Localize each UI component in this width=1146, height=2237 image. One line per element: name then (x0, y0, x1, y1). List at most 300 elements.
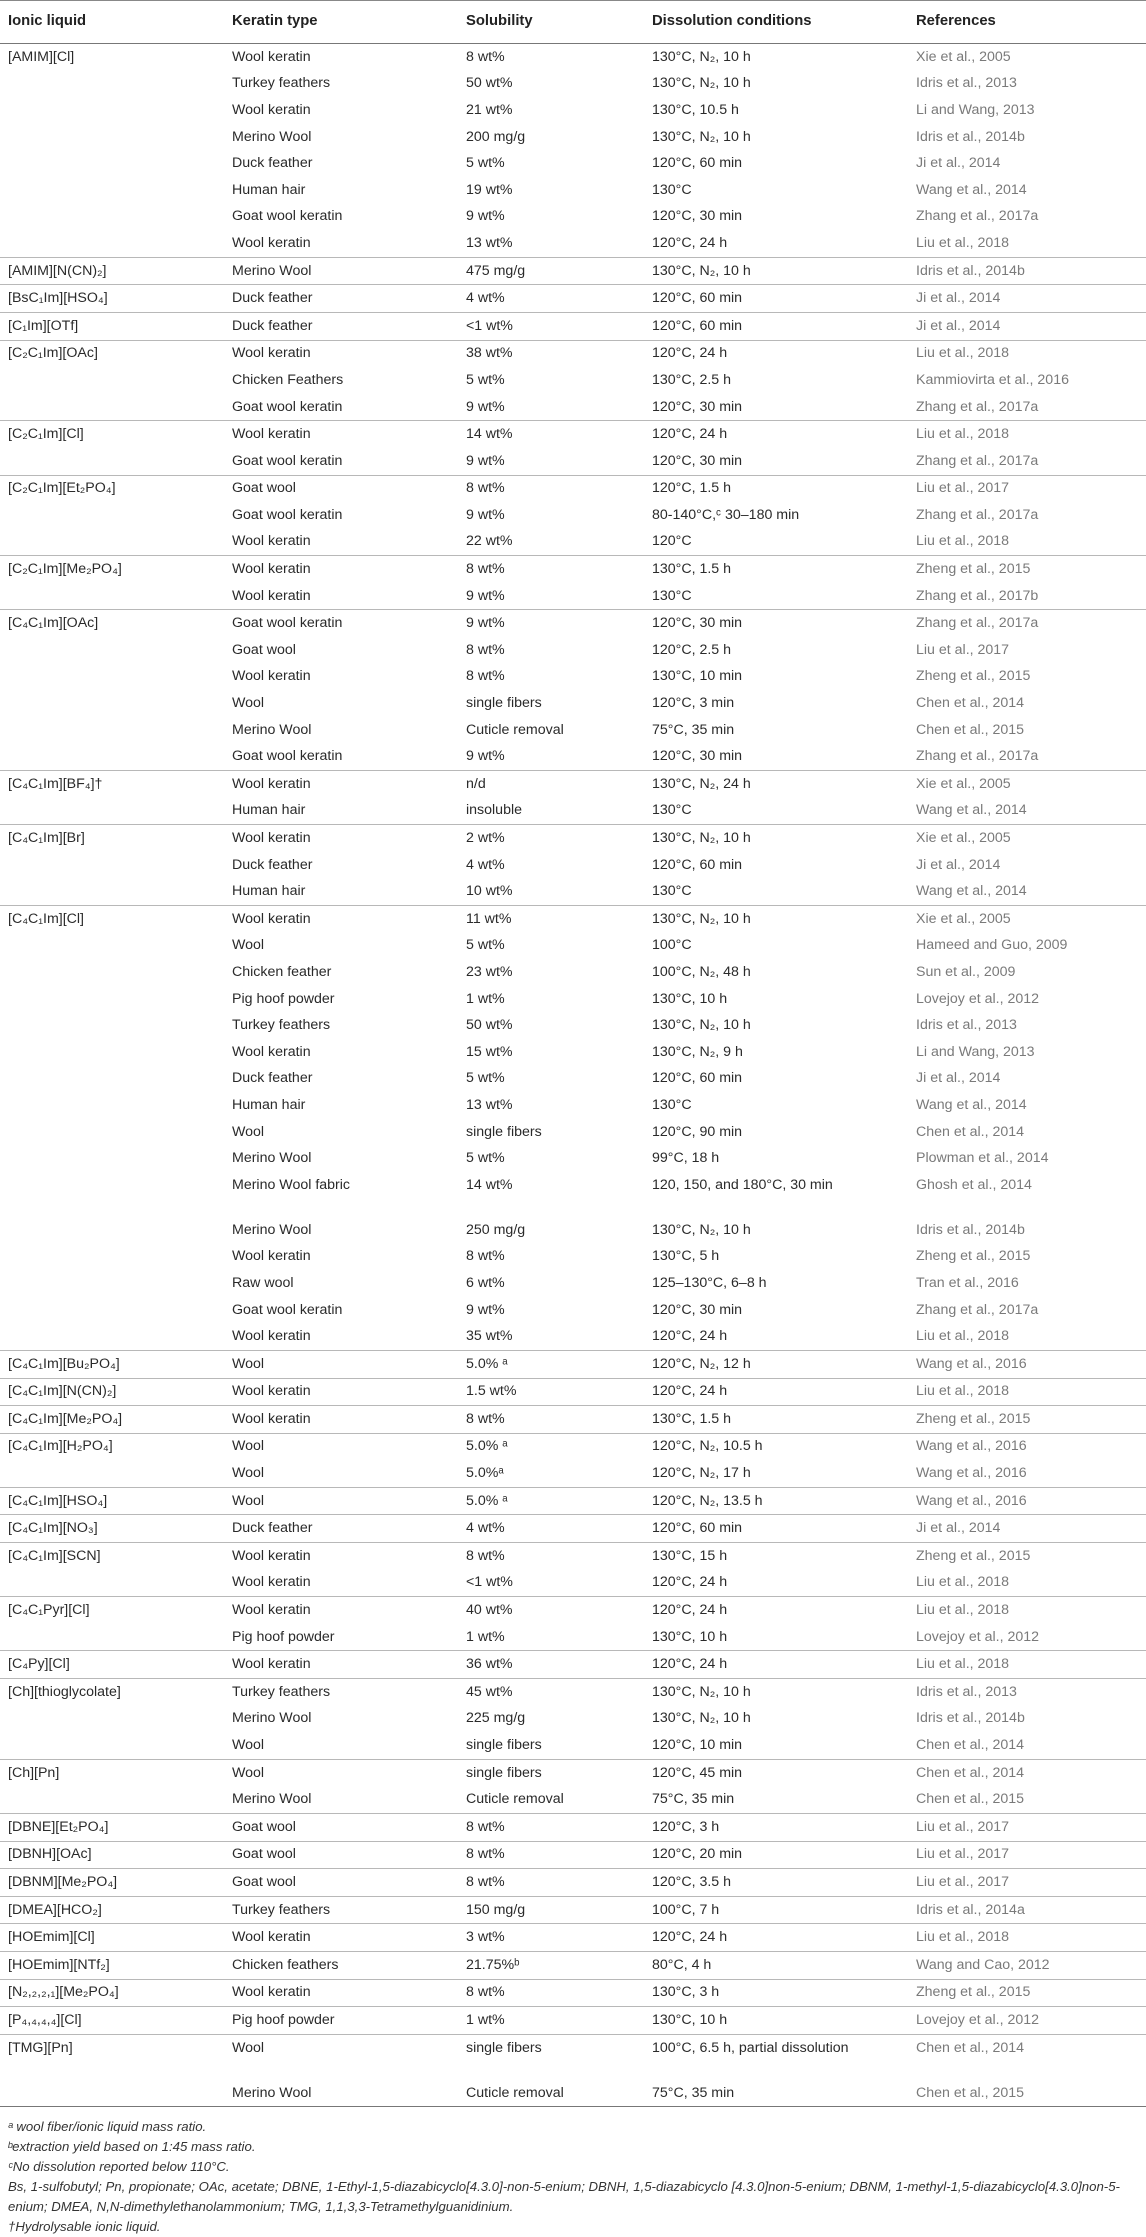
keratin-type-cell: Goat wool (232, 1841, 466, 1869)
reference-cell[interactable]: Idris et al., 2013 (916, 1679, 1146, 1706)
table-row (0, 1841, 1146, 1869)
reference-cell[interactable]: Li and Wang, 2013 (916, 101, 1035, 118)
table-row (0, 1350, 1146, 1378)
ionic-liquid-cell (0, 986, 232, 1013)
keratin-type-cell: Merino Wool fabric (232, 1176, 351, 1193)
solubility-cell: 13 wt% (466, 234, 513, 251)
conditions-cell: 120, 150, and 180°C, 30 min (652, 1176, 833, 1193)
reference-cell[interactable]: Liu et al., 2018 (916, 1597, 1146, 1624)
solubility-cell: 8 wt% (466, 1406, 652, 1434)
reference-cell[interactable]: Liu et al., 2017 (916, 641, 1010, 658)
table-row (0, 1624, 1146, 1651)
table-row (0, 2080, 1146, 2107)
reference-cell[interactable]: Liu et al., 2018 (916, 533, 1010, 550)
solubility-cell: 200 mg/g (466, 128, 526, 145)
keratin-type-cell: Wool keratin (232, 1043, 311, 1060)
solubility-cell: single fibers (466, 695, 542, 712)
ionic-liquid-cell (0, 1460, 232, 1487)
solubility-cell: 9 wt% (466, 1301, 505, 1318)
table-row (0, 771, 1146, 798)
conditions-cell: 130°C, 15 h (652, 1543, 916, 1570)
ionic-liquid-cell: [BsC₁Im][HSO₄] (0, 285, 232, 313)
conditions-cell: 120°C, 30 min (652, 208, 743, 225)
reference-cell[interactable]: Lovejoy et al., 2012 (916, 2007, 1146, 2035)
solubility-cell: 14 wt% (466, 421, 652, 448)
footnote: Bs, 1-sulfobutyl; Pn, propionate; OAc, acetate; DBNE, 1-Ethyl-1,5-diazabicyclo[4.3.0]-non-5-enium; DBNH, 1,5-diazabicyclo [4.3.0]non-5-enium; DBNM, 1-methyl-1,5-diazabicyclo[4.3.0]non-5-enium; DMEA, N,N-dimethylethanolammonium; TMG, 1,1,3,3-Tetramethylguanidinium. (8, 2179, 1120, 2215)
conditions-cell: 130°C, 5 h (652, 1248, 720, 1265)
table-row (0, 1515, 1146, 1543)
keratin-type-cell: Goat wool keratin (232, 398, 343, 415)
reference-cell[interactable]: Liu et al., 2018 (916, 1574, 1010, 1591)
solubility-cell: 38 wt% (466, 340, 652, 367)
reference-cell[interactable]: Ji et al., 2014 (916, 155, 1001, 172)
keratin-type-cell: Wool keratin (232, 101, 311, 118)
conditions-cell: 120°C, 24 h (652, 1328, 728, 1345)
conditions-cell: 120°C, 3.5 h (652, 1869, 916, 1897)
keratin-type-cell: Duck feather (232, 1070, 313, 1087)
conditions-cell: 120°C, 30 min (652, 748, 743, 765)
solubility-cell: 21.75%ᵇ (466, 1951, 652, 1979)
reference-cell[interactable]: Tran et al., 2016 (916, 1274, 1019, 1291)
header-solubility: Solubility (466, 1, 652, 44)
reference-cell[interactable]: Liu et al., 2018 (916, 421, 1146, 448)
reference-cell[interactable]: Lovejoy et al., 2012 (916, 1628, 1040, 1645)
reference-cell[interactable]: Ji et al., 2014 (916, 312, 1146, 340)
ionic-liquid-cell: [TMG][Pn] (0, 2034, 232, 2080)
reference-cell[interactable]: Xie et al., 2005 (916, 771, 1146, 798)
solubility-cell: 9 wt% (466, 208, 505, 225)
ionic-liquid-cell (0, 933, 232, 960)
ionic-liquid-cell: [C₄C₁Im][NO₃] (0, 1515, 232, 1543)
conditions-cell: 120°C, 30 min (652, 398, 743, 415)
table-row (0, 1244, 1146, 1271)
header-references: References (916, 1, 1146, 44)
reference-cell[interactable]: Liu et al., 2018 (916, 340, 1146, 367)
solubility-cell: 5.0% ᵃ (466, 1487, 652, 1515)
reference-cell[interactable]: Chen et al., 2015 (916, 2080, 1146, 2107)
table-row (0, 1270, 1146, 1297)
ionic-liquid-cell: [AMIM][Cl] (8, 48, 75, 65)
keratin-type-cell: Wool keratin (232, 1597, 466, 1624)
solubility-cell: 35 wt% (466, 1328, 513, 1345)
table-row (0, 906, 1146, 933)
ionic-liquid-cell (0, 177, 232, 204)
ionic-liquid-cell: [C₄C₁Im][SCN] (0, 1543, 232, 1570)
table-row (0, 1172, 1146, 1217)
reference-cell[interactable]: Zheng et al., 2015 (916, 1979, 1146, 2007)
reference-cell[interactable]: Xie et al., 2005 (916, 906, 1146, 933)
table-row (0, 637, 1146, 664)
reference-cell[interactable]: Wang et al., 2016 (916, 1350, 1146, 1378)
reference-cell[interactable]: Zhang et al., 2017a (916, 452, 1039, 469)
solubility-cell: 14 wt% (466, 1176, 513, 1193)
conditions-cell: 130°C, 10 h (652, 990, 728, 1007)
reference-cell[interactable]: Wang et al., 2014 (916, 802, 1027, 819)
keratin-type-cell: Wool (232, 695, 265, 712)
solubility-cell: 8 wt% (466, 48, 505, 65)
table-row (0, 825, 1146, 852)
table-row (0, 475, 1146, 502)
table-row (0, 124, 1146, 151)
solubility-cell: n/d (466, 771, 652, 798)
table-row (0, 717, 1146, 744)
reference-cell[interactable]: Idris et al., 2014b (916, 128, 1025, 145)
table-row (0, 798, 1146, 825)
solubility-cell: 8 wt% (466, 1543, 652, 1570)
reference-cell[interactable]: Idris et al., 2013 (916, 1017, 1017, 1034)
keratin-type-cell: Human hair (232, 802, 306, 819)
reference-cell[interactable]: Ji et al., 2014 (916, 856, 1001, 873)
solubility-cell: Cuticle removal (466, 2080, 652, 2107)
keratin-type-cell: Merino Wool (232, 128, 312, 145)
ionic-liquid-cell: [C₄C₁Im][BF₄]† (0, 771, 232, 798)
reference-cell[interactable]: Zheng et al., 2015 (916, 556, 1146, 583)
conditions-cell: 120°C, 24 h (652, 1574, 728, 1591)
reference-cell[interactable]: Sun et al., 2009 (916, 963, 1016, 980)
table-row (0, 1460, 1146, 1487)
table-row (0, 177, 1146, 204)
ionic-liquid-cell: [C₄C₁Im][Me₂PO₄] (0, 1406, 232, 1434)
reference-cell[interactable]: Chen et al., 2014 (916, 1759, 1146, 1786)
ionic-liquid-cell (0, 230, 232, 257)
reference-cell[interactable]: Liu et al., 2018 (916, 1924, 1146, 1952)
keratin-type-cell: Duck feather (232, 155, 313, 172)
conditions-cell: 100°C, N₂, 48 h (652, 963, 751, 980)
keratin-type-cell: Duck feather (232, 856, 313, 873)
table-row (0, 1597, 1146, 1624)
table-row (0, 340, 1146, 367)
keratin-type-cell: Wool keratin (232, 421, 466, 448)
reference-cell[interactable]: Idris et al., 2014b (916, 1710, 1025, 1727)
table-row (0, 1896, 1146, 1924)
keratin-type-cell: Goat wool (232, 1869, 466, 1897)
table-row (0, 421, 1146, 448)
reference-cell[interactable]: Chen et al., 2014 (916, 1123, 1025, 1140)
conditions-cell: 130°C, 10 h (652, 1628, 728, 1645)
conditions-cell: 130°C, N₂, 9 h (652, 1043, 743, 1060)
ionic-liquid-cell: [C₁Im][OTf] (0, 312, 232, 340)
ionic-liquid-cell (0, 1092, 232, 1119)
keratin-type-cell: Merino Wool (232, 1791, 312, 1808)
conditions-cell: 120°C, 3 h (652, 1814, 916, 1842)
table-row (0, 852, 1146, 879)
reference-cell[interactable]: Wang et al., 2014 (916, 1096, 1027, 1113)
ionic-liquid-cell (0, 1145, 232, 1172)
reference-cell[interactable]: Chen et al., 2015 (916, 1791, 1025, 1808)
conditions-cell: 130°C, N₂, 10 h (652, 1679, 916, 1706)
conditions-cell: 120°C (652, 533, 692, 550)
conditions-cell: 120°C, 24 h (652, 1924, 916, 1952)
reference-cell[interactable]: Liu et al., 2018 (916, 234, 1010, 251)
ionic-liquid-cell: [Ch][thioglycolate] (0, 1679, 232, 1706)
keratin-type-cell: Wool (232, 1350, 466, 1378)
conditions-cell: 130°C, N₂, 10 h (652, 906, 916, 933)
table-row (0, 1217, 1146, 1244)
solubility-cell: 9 wt% (466, 587, 505, 604)
keratin-type-cell: Wool keratin (232, 587, 311, 604)
keratin-type-cell: Wool keratin (232, 1924, 466, 1952)
solubility-cell: 5.0% ᵃ (466, 1350, 652, 1378)
table-row (0, 230, 1146, 257)
ionic-liquid-cell (0, 1039, 232, 1066)
ionic-liquid-cell (0, 1270, 232, 1297)
keratin-type-cell: Wool (232, 937, 265, 954)
keratin-type-cell: Goat wool keratin (232, 452, 343, 469)
solubility-cell: 1.5 wt% (466, 1378, 652, 1406)
reference-cell[interactable]: Li and Wang, 2013 (916, 1043, 1035, 1060)
ionic-liquid-cell: [C₄C₁Im][Br] (0, 825, 232, 852)
conditions-cell: 130°C, 2.5 h (652, 371, 732, 388)
conditions-cell: 130°C, N₂, 24 h (652, 771, 916, 798)
ionic-liquid-cell (0, 1732, 232, 1759)
conditions-cell: 130°C, N₂, 10 h (652, 825, 916, 852)
reference-cell[interactable]: Wang et al., 2016 (916, 1487, 1146, 1515)
conditions-cell: 120°C, 30 min (652, 452, 743, 469)
solubility-cell: 4 wt% (466, 1515, 652, 1543)
table-row (0, 1066, 1146, 1093)
ionic-liquid-cell (0, 1570, 232, 1597)
solubility-cell: 23 wt% (466, 963, 513, 980)
solubility-cell: Cuticle removal (466, 721, 564, 738)
ionic-liquid-cell (0, 1297, 232, 1324)
solubility-cell: 10 wt% (466, 883, 513, 900)
table-row (0, 1951, 1146, 1979)
keratin-type-cell: Raw wool (232, 1274, 294, 1291)
table-row (0, 1487, 1146, 1515)
solubility-cell: 9 wt% (466, 398, 505, 415)
ionic-liquid-cell (0, 959, 232, 986)
header-dissolution-conditions: Dissolution conditions (652, 1, 916, 44)
table-row (0, 529, 1146, 556)
keratin-type-cell: Turkey feathers (232, 1017, 331, 1034)
table-row (0, 394, 1146, 421)
reference-cell[interactable]: Liu et al., 2017 (916, 1814, 1146, 1842)
reference-cell[interactable]: Zhang et al., 2017a (916, 398, 1039, 415)
conditions-cell: 120°C, 30 min (652, 1301, 743, 1318)
ionic-liquid-cell (0, 367, 232, 394)
keratin-type-cell: Goat wool (232, 475, 466, 502)
table-row (0, 959, 1146, 986)
ionic-liquid-cell: [C₄C₁Pyr][Cl] (0, 1597, 232, 1624)
reference-cell[interactable]: Zhang et al., 2017a (916, 1301, 1039, 1318)
reference-cell[interactable]: Chen et al., 2014 (916, 695, 1025, 712)
footnote: ᶜNo dissolution reported below 110°C. (8, 2159, 230, 2175)
solubility-cell: single fibers (466, 2034, 652, 2080)
conditions-cell: 120°C, 60 min (652, 1070, 743, 1087)
conditions-cell: 130°C, N₂, 10 h (652, 1221, 751, 1238)
reference-cell[interactable]: Plowman et al., 2014 (916, 1150, 1049, 1167)
reference-cell[interactable]: Zheng et al., 2015 (916, 668, 1031, 685)
solubility-cell: 8 wt% (466, 475, 652, 502)
ionic-liquid-cell (0, 1706, 232, 1733)
reference-cell[interactable]: Ji et al., 2014 (916, 285, 1146, 313)
conditions-cell: 75°C, 35 min (652, 2080, 916, 2107)
solubility-cell: 5.0% ᵃ (466, 1433, 652, 1460)
reference-cell[interactable]: Wang et al., 2016 (916, 1433, 1146, 1460)
conditions-cell: 120°C, 24 h (652, 421, 916, 448)
reference-cell[interactable]: Zhang et al., 2017a (916, 506, 1039, 523)
reference-cell[interactable]: Zhang et al., 2017a (916, 610, 1146, 637)
reference-cell[interactable]: Ji et al., 2014 (916, 1515, 1146, 1543)
conditions-cell: 130°C, N₂, 10 h (652, 1017, 751, 1034)
reference-cell[interactable]: Xie et al., 2005 (916, 825, 1146, 852)
reference-cell[interactable]: Lovejoy et al., 2012 (916, 990, 1040, 1007)
table-row (0, 97, 1146, 124)
reference-cell[interactable]: Hameed and Guo, 2009 (916, 937, 1068, 954)
keratin-type-cell: Wool (232, 1737, 265, 1754)
conditions-cell: 130°C, 10 min (652, 668, 743, 685)
table-row (0, 367, 1146, 394)
reference-cell[interactable]: Liu et al., 2018 (916, 1328, 1010, 1345)
keratin-type-cell: Human hair (232, 883, 306, 900)
keratin-type-cell: Wool keratin (232, 1979, 466, 2007)
conditions-cell: 80-140°C,ᶜ 30–180 min (652, 506, 800, 523)
ionic-liquid-cell: [HOEmim][Cl] (0, 1924, 232, 1952)
solubility-cell: 150 mg/g (466, 1896, 652, 1924)
solubility-cell: 8 wt% (466, 641, 505, 658)
reference-cell[interactable]: Zheng et al., 2015 (916, 1248, 1031, 1265)
solubility-cell: 5 wt% (466, 1150, 505, 1167)
table-header (0, 1, 1146, 44)
keratin-type-cell: Merino Wool (232, 1221, 312, 1238)
reference-cell[interactable]: Liu et al., 2018 (916, 1378, 1146, 1406)
reference-cell[interactable]: Chen et al., 2014 (916, 2034, 1146, 2080)
reference-cell[interactable]: Zhang et al., 2017a (916, 208, 1039, 225)
reference-cell[interactable]: Xie et al., 2005 (916, 48, 1011, 65)
solubility-cell: 15 wt% (466, 1043, 513, 1060)
conditions-cell: 120°C, 60 min (652, 155, 743, 172)
reference-cell[interactable]: Ghosh et al., 2014 (916, 1176, 1032, 1193)
keratin-type-cell: Goat wool keratin (232, 1301, 343, 1318)
ionic-liquid-cell: [C₄C₁Im][H₂PO₄] (0, 1433, 232, 1460)
keratin-type-cell: Chicken feathers (232, 1951, 466, 1979)
ionic-liquid-cell: [N₂,₂,₂,₁][Me₂PO₄] (0, 1979, 232, 2007)
keratin-type-cell: Wool keratin (232, 1328, 311, 1345)
table-row (0, 44, 1146, 71)
header-ionic-liquid: Ionic liquid (0, 1, 232, 44)
ionic-liquid-cell (0, 1066, 232, 1093)
conditions-cell: 130°C, N₂, 10 h (652, 128, 751, 145)
solubility-cell: single fibers (466, 1737, 542, 1754)
conditions-cell: 130°C, 1.5 h (652, 556, 916, 583)
conditions-cell: 130°C (652, 883, 692, 900)
reference-cell[interactable]: Liu et al., 2017 (916, 475, 1146, 502)
conditions-cell: 130°C, 1.5 h (652, 1406, 916, 1434)
ionic-liquid-cell (0, 717, 232, 744)
solubility-cell: 21 wt% (466, 101, 513, 118)
ionic-liquid-cell (0, 743, 232, 770)
solubility-cell: 5 wt% (466, 155, 505, 172)
ionic-liquid-cell: [C₄C₁Im][OAc] (0, 610, 232, 637)
conditions-cell: 120°C, 24 h (652, 1651, 916, 1679)
reference-cell[interactable]: Idris et al., 2014a (916, 1896, 1146, 1924)
ionic-liquid-cell: [C₄C₁Im][Cl] (0, 906, 232, 933)
table-row (0, 1297, 1146, 1324)
reference-cell[interactable]: Chen et al., 2015 (916, 721, 1025, 738)
solubility-cell: 5.0%ᵃ (466, 1465, 504, 1482)
keratin-type-cell: Chicken feather (232, 963, 332, 980)
table-row (0, 1979, 1146, 2007)
reference-cell[interactable]: Chen et al., 2014 (916, 1737, 1025, 1754)
solubility-cell: 225 mg/g (466, 1710, 526, 1727)
reference-cell[interactable]: Kammiovirta et al., 2016 (916, 371, 1069, 388)
reference-cell[interactable]: Ji et al., 2014 (916, 1070, 1001, 1087)
table-row (0, 1706, 1146, 1733)
conditions-cell: 130°C, 10 h (652, 2007, 916, 2035)
ionic-liquid-cell: [C₂C₁Im][Et₂PO₄] (0, 475, 232, 502)
keratin-type-cell: Goat wool (232, 1814, 466, 1842)
table-row (0, 2034, 1146, 2080)
reference-cell[interactable]: Wang and Cao, 2012 (916, 1951, 1146, 1979)
ionic-liquid-cell (0, 1244, 232, 1271)
keratin-type-cell: Merino Wool (232, 2080, 466, 2107)
keratin-type-cell: Goat wool keratin (232, 610, 466, 637)
reference-cell[interactable]: Zhang et al., 2017b (916, 587, 1039, 604)
keratin-type-cell: Wool keratin (232, 533, 311, 550)
conditions-cell: 100°C, 6.5 h, partial dissolution (652, 2034, 916, 2080)
keratin-type-cell: Duck feather (232, 285, 466, 313)
reference-cell[interactable]: Idris et al., 2013 (916, 75, 1017, 92)
reference-cell[interactable]: Zheng et al., 2015 (916, 1543, 1146, 1570)
ionic-liquid-cell: [C₄C₁Im][Bu₂PO₄] (0, 1350, 232, 1378)
conditions-cell: 99°C, 18 h (652, 1150, 720, 1167)
keratin-type-cell: Goat wool keratin (232, 748, 343, 765)
solubility-cell: 250 mg/g (466, 1221, 526, 1238)
solubility-cell: 36 wt% (466, 1651, 652, 1679)
conditions-cell: 120°C, 24 h (652, 1378, 916, 1406)
ionic-liquid-cell: [C₂C₁Im][OAc] (0, 340, 232, 367)
conditions-cell: 120°C, 24 h (652, 1597, 916, 1624)
ionic-liquid-cell: [C₄C₁Im][HSO₄] (0, 1487, 232, 1515)
reference-cell[interactable]: Liu et al., 2017 (916, 1869, 1146, 1897)
ionic-liquid-cell (0, 394, 232, 421)
solubility-cell: 1 wt% (466, 1628, 505, 1645)
table-footnotes (0, 2107, 1146, 2237)
ionic-liquid-cell (0, 529, 232, 556)
keratin-type-cell: Wool (232, 1465, 265, 1482)
table-row (0, 1378, 1146, 1406)
conditions-cell: 120°C, N₂, 13.5 h (652, 1487, 916, 1515)
footnote: ᵃ wool fiber/ionic liquid mass ratio. (8, 2119, 207, 2135)
conditions-cell: 130°C, N₂, 10 h (652, 75, 751, 92)
solubility-cell: 8 wt% (466, 1979, 652, 2007)
table-row (0, 1869, 1146, 1897)
reference-cell[interactable]: Idris et al., 2014b (916, 257, 1146, 285)
ionic-liquid-cell (0, 664, 232, 691)
ionic-liquid-cell (0, 204, 232, 231)
conditions-cell: 120°C, 2.5 h (652, 641, 732, 658)
reference-cell[interactable]: Idris et al., 2014b (916, 1221, 1025, 1238)
reference-cell[interactable]: Liu et al., 2018 (916, 1651, 1146, 1679)
solubility-cell: 3 wt% (466, 1924, 652, 1952)
reference-cell[interactable]: Wang et al., 2014 (916, 181, 1027, 198)
reference-cell[interactable]: Wang et al., 2014 (916, 883, 1027, 900)
ionic-liquid-cell: [DBNM][Me₂PO₄] (0, 1869, 232, 1897)
keratin-type-cell: Wool keratin (232, 48, 311, 65)
keratin-type-cell: Goat wool keratin (232, 208, 343, 225)
ionic-liquid-cell: [Ch][Pn] (0, 1759, 232, 1786)
reference-cell[interactable]: Liu et al., 2017 (916, 1841, 1146, 1869)
reference-cell[interactable]: Wang et al., 2016 (916, 1465, 1027, 1482)
reference-cell[interactable]: Zhang et al., 2017a (916, 748, 1039, 765)
ionic-liquid-cell (0, 1323, 232, 1350)
solubility-cell: 4 wt% (466, 285, 652, 313)
reference-cell[interactable]: Zheng et al., 2015 (916, 1406, 1146, 1434)
table-row (0, 743, 1146, 770)
conditions-cell: 120°C, 60 min (652, 1515, 916, 1543)
solubility-cell: 2 wt% (466, 825, 652, 852)
keratin-type-cell: Wool keratin (232, 234, 311, 251)
